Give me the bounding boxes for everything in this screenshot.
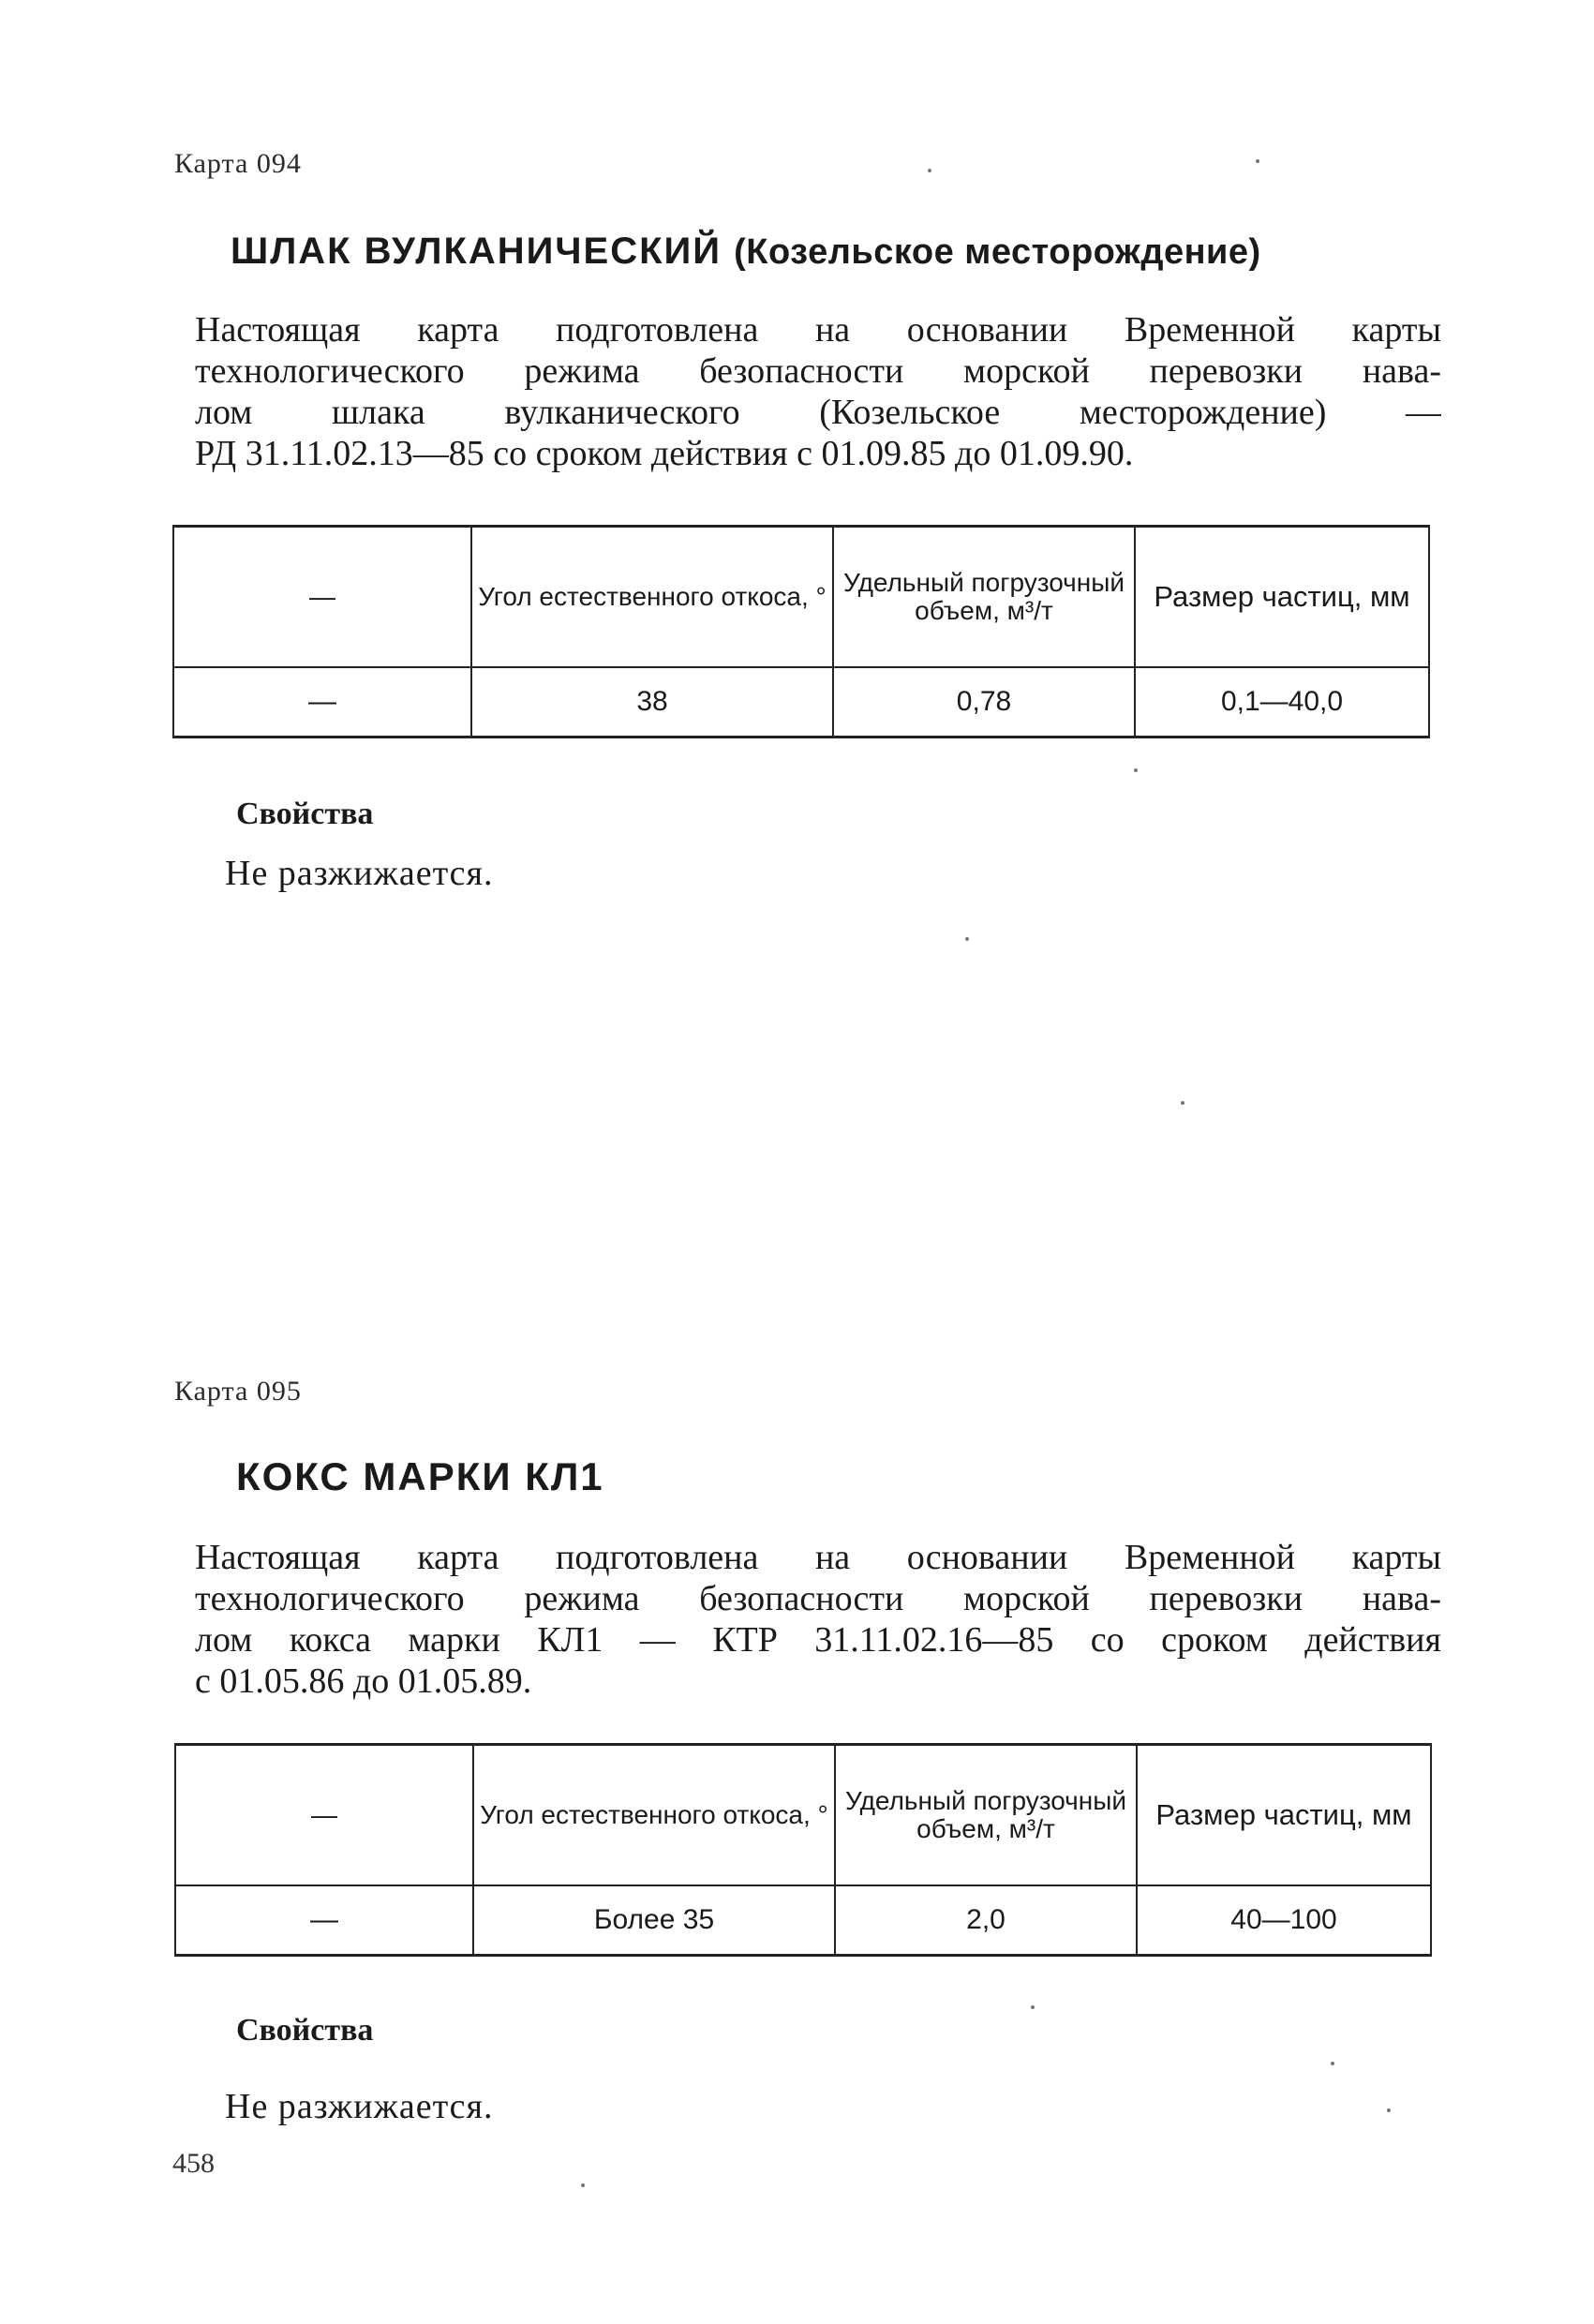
scan-speck <box>581 2183 585 2187</box>
properties-heading: Свойства <box>236 2013 374 2048</box>
properties-table <box>172 525 1430 738</box>
card-title <box>231 231 1261 273</box>
description-line: с 01.05.86 до 01.05.89. <box>195 1661 532 1701</box>
table-row <box>173 667 1429 737</box>
table-header: Удельный погрузочный объем, м³/т <box>833 527 1135 668</box>
properties-text: Не разжижается. <box>225 854 494 893</box>
table-cell: Более 35 <box>473 1885 835 1956</box>
description-line: Настоящая карта подготовлена на основании Временной карты <box>195 310 1441 350</box>
card-label: Карта 094 <box>174 148 302 179</box>
scan-speck <box>1387 2108 1391 2112</box>
table-header: Удельный погрузочный объем, м³/т <box>835 1745 1137 1886</box>
properties-heading: Свойства <box>236 797 374 831</box>
card-title-main: ШЛАК ВУЛКАНИЧЕСКИЙ <box>231 231 722 272</box>
table-cell: — <box>175 1885 473 1956</box>
table-cell: 38 <box>471 667 833 737</box>
table-header: Размер частиц, мм <box>1135 527 1429 668</box>
table-cell: 0,1—40,0 <box>1135 667 1429 737</box>
card-description <box>195 1537 1441 1702</box>
description-line: РД 31.11.02.13—85 со сроком действия с 01.09.85 до 01.09.90. <box>195 434 1134 473</box>
description-line: технологического режима безопасности морской перевозки нава- <box>195 351 1441 391</box>
description-line: лом кокса марки КЛ1 — КТР 31.11.02.16—85 со сроком действия <box>195 1620 1441 1660</box>
table-header: Угол естественного откоса, ° <box>473 1745 835 1886</box>
card-title-sub: (Козельское месторождение) <box>734 232 1261 272</box>
card-label: Карта 095 <box>174 1376 302 1407</box>
card-title-main: КОКС МАРКИ КЛ1 <box>236 1454 604 1498</box>
description-line: технологического режима безопасности морской перевозки нава- <box>195 1579 1441 1618</box>
table-row <box>175 1885 1431 1956</box>
table-cell: 0,78 <box>833 667 1135 737</box>
page-number: 458 <box>172 2148 215 2179</box>
properties-text: Не разжижается. <box>225 2087 494 2126</box>
scan-speck <box>1031 2005 1035 2009</box>
scan-speck <box>1331 2062 1334 2065</box>
table-header: Угол естественного откоса, ° <box>471 527 833 668</box>
scan-speck <box>1256 159 1259 163</box>
scan-speck <box>1181 1101 1184 1105</box>
description-line: лом шлака вулканического (Козельское месторождение) — <box>195 393 1441 432</box>
scan-speck <box>965 937 969 941</box>
card-description <box>195 309 1441 474</box>
table-header: Размер частиц, мм <box>1137 1745 1431 1886</box>
properties-table <box>174 1743 1432 1957</box>
scan-speck <box>928 169 931 172</box>
table-cell: 2,0 <box>835 1885 1137 1956</box>
table-cell: 40—100 <box>1137 1885 1431 1956</box>
card-title <box>236 1454 604 1499</box>
table-cell: — <box>173 667 471 737</box>
table-header: — <box>175 1745 473 1886</box>
scan-speck <box>1134 768 1138 772</box>
description-line: Настоящая карта подготовлена на основании Временной карты <box>195 1538 1441 1577</box>
table-header: — <box>173 527 471 668</box>
